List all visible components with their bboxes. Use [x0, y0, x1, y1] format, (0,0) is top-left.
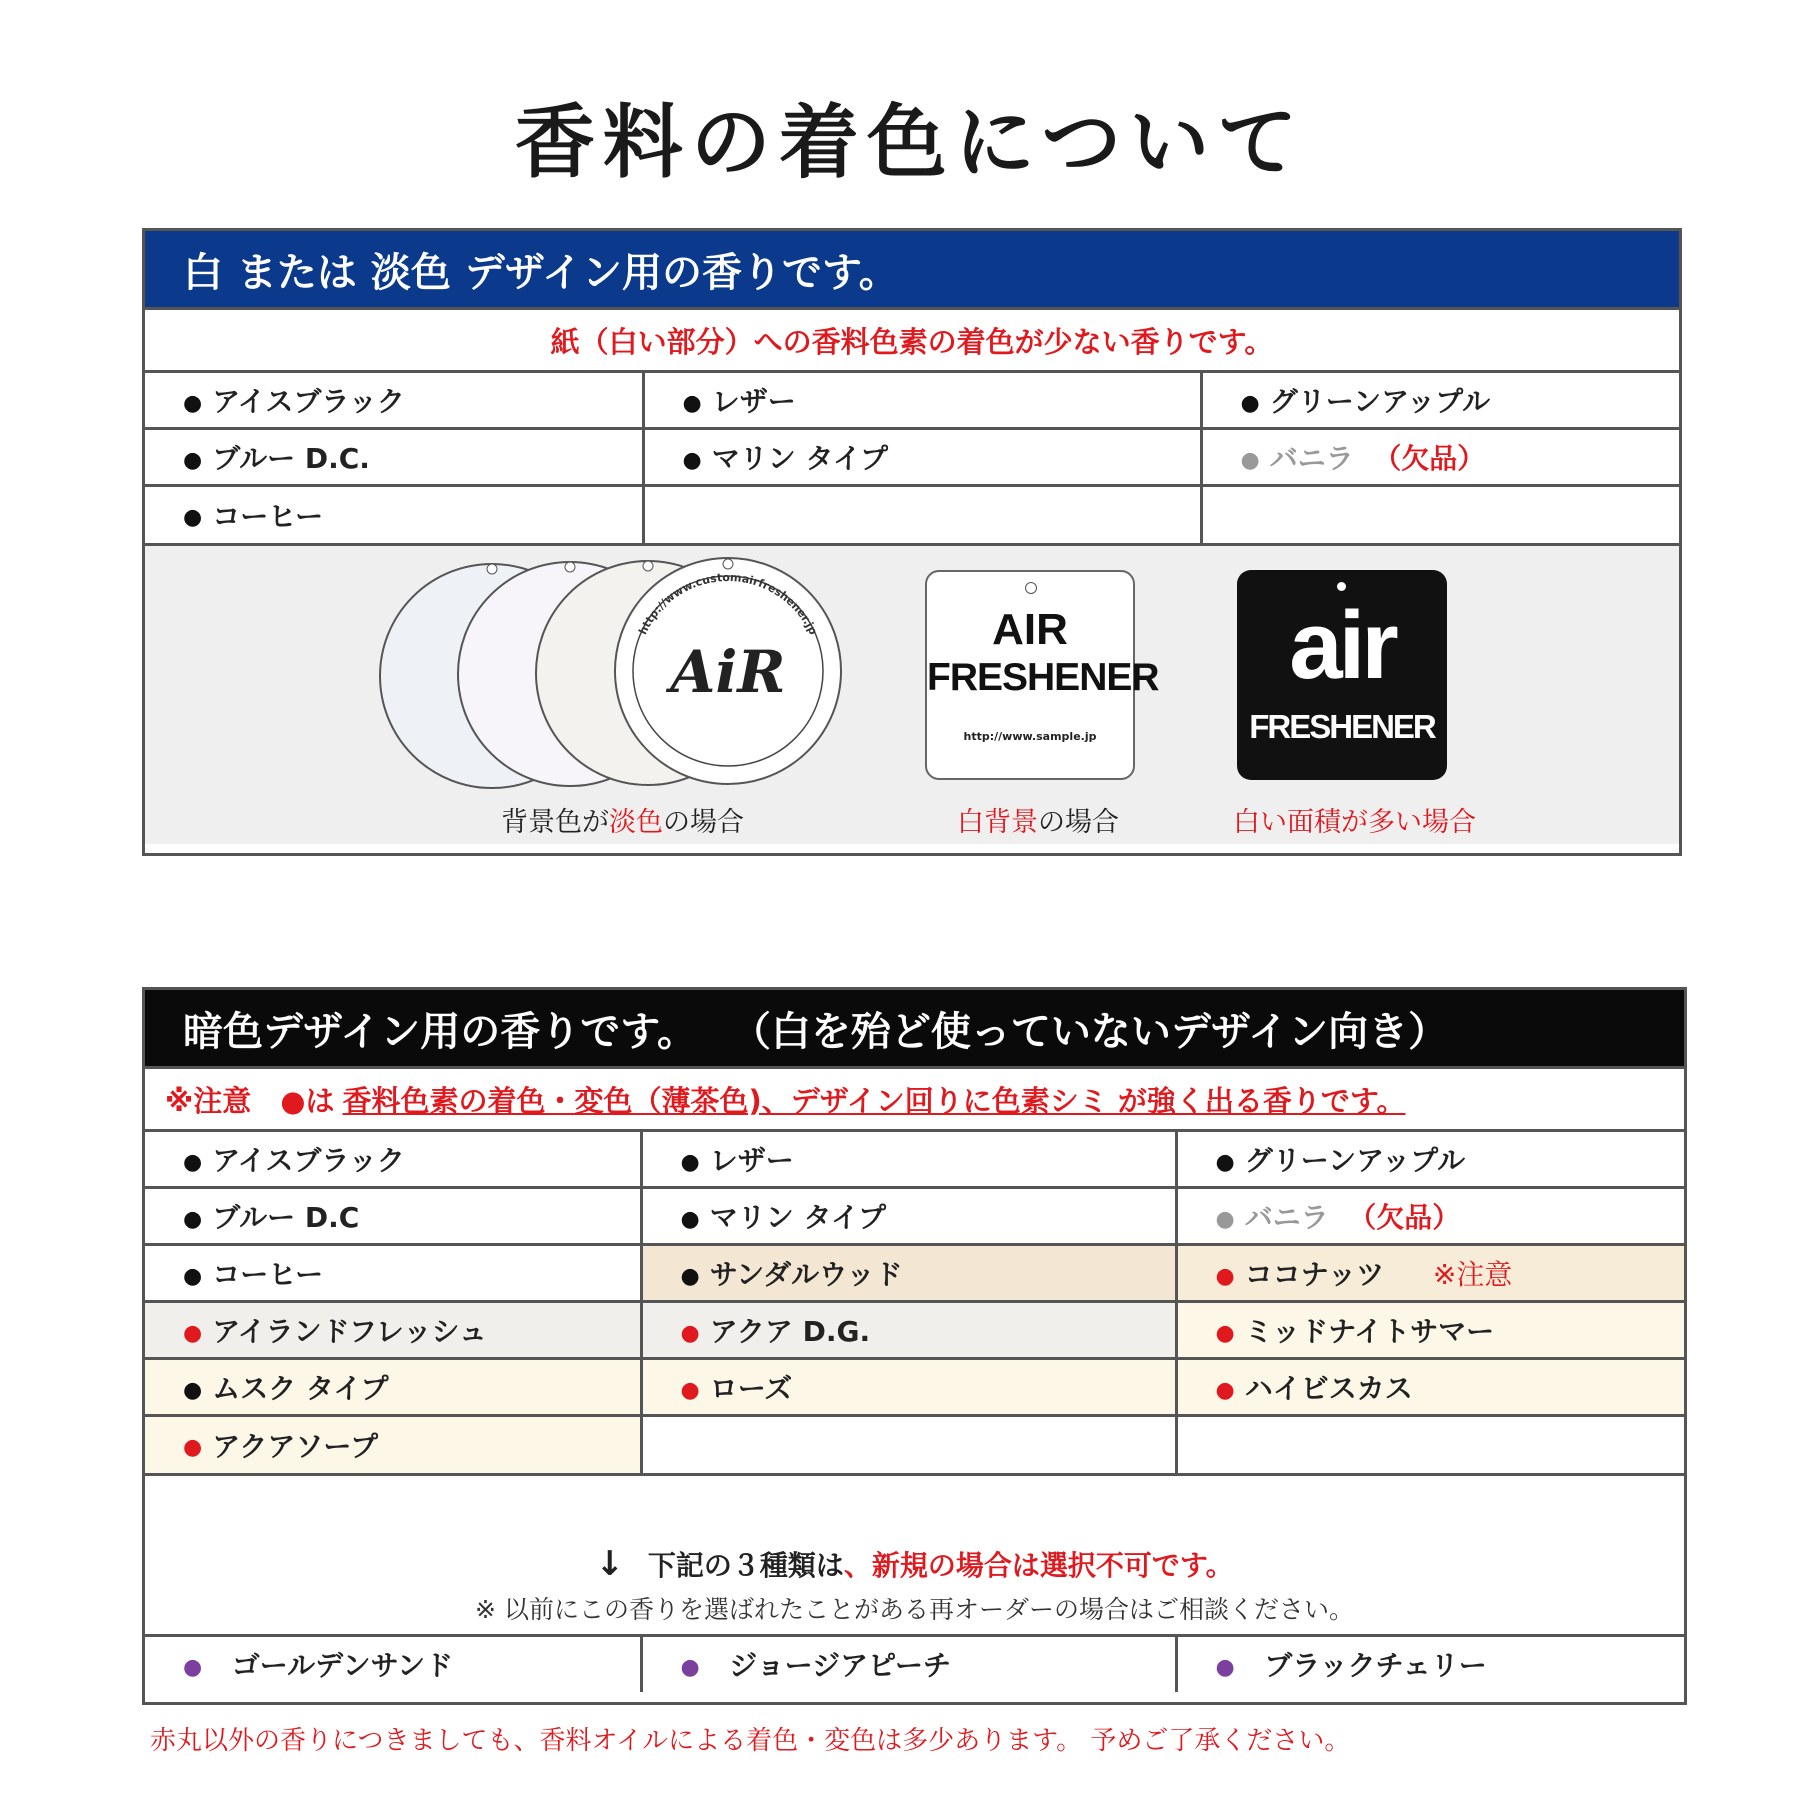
fragrance-item: ● コーヒー	[145, 486, 643, 543]
page-title: 香料の着色について	[514, 96, 1306, 189]
table-row	[145, 429, 1679, 486]
fragrance-item: ● ムスク タイプ	[145, 1359, 641, 1416]
restricted-item: ● ブラックチェリー	[1176, 1635, 1684, 1692]
black-square-freshener-image: air FRESHENER	[1237, 570, 1447, 780]
section-header: 白 または 淡色 デザイン用の香りです。	[145, 231, 1679, 307]
black-dot-icon: ●	[682, 447, 702, 473]
black-dot-icon: ●	[680, 1206, 700, 1232]
section-note: 紙（白い部分）への香料色素の着色が少ない香りです。	[145, 307, 1679, 370]
out-of-stock-label: （欠品）	[1348, 1201, 1461, 1234]
purple-dot-icon: ●	[1215, 1654, 1235, 1680]
restricted-fragrance-table	[145, 1634, 1684, 1693]
fragrance-item: ● アクア D.G.	[641, 1302, 1176, 1359]
red-dot-icon: ●	[1215, 1263, 1235, 1289]
red-dot-icon: ●	[183, 1435, 203, 1461]
out-of-stock-label: （欠品）	[1373, 442, 1486, 475]
black-dot-icon: ●	[1240, 390, 1260, 416]
white-square-freshener-image: AIR FRESHENER http://www.sample.jp	[925, 570, 1135, 780]
caution-note: ※注意 ●は 香料色素の着色・変色（薄茶色)、デザイン回りに色素シミ が強く出る香りです。	[145, 1066, 1684, 1129]
black-dot-icon: ●	[680, 1263, 700, 1289]
footer-note: 赤丸以外の香りにつきましても、香料オイルによる着色・変色は多少あります。 予めご了承ください。	[150, 1726, 1351, 1756]
fragrance-item: ● グリーンアップル	[1201, 372, 1679, 429]
fragrance-item: ● アイスブラック	[145, 1131, 641, 1188]
fragrance-item: ● レザー	[643, 372, 1201, 429]
red-dot-icon: ●	[183, 1320, 203, 1346]
fragrance-item: ● ミッドナイトサマー	[1176, 1302, 1684, 1359]
restricted-item: ● ゴールデンサンド	[145, 1635, 641, 1692]
fragrance-item: ● マリン タイプ	[643, 429, 1201, 486]
table-row	[145, 1416, 1684, 1473]
fragrance-item: ● アクアソープ	[145, 1416, 641, 1473]
table-row	[145, 372, 1679, 429]
fragrance-item-vanilla: ● バニラ （欠品）	[1201, 429, 1679, 486]
fragrance-item: ● ココナッツ ※注意	[1176, 1245, 1684, 1302]
fragrance-table	[145, 1129, 1684, 1473]
restricted-item: ● ジョージアピーチ	[641, 1635, 1176, 1692]
caution-label: ※注意	[1432, 1258, 1513, 1291]
black-dot-icon: ●	[1215, 1149, 1235, 1175]
restriction-notice: ↓ 下記の３種類は、新規の場合は選択不可です。 ※ 以前にこの香りを選ばれたことがある再オーダーの場合はご相談ください。	[145, 1473, 1684, 1634]
black-dot-icon: ●	[183, 1263, 203, 1289]
fragrance-item: ● サンダルウッド	[641, 1245, 1176, 1302]
caption-light-background: 背景色が淡色の場合	[501, 806, 744, 838]
example-images-panel	[145, 543, 1679, 844]
table-row	[145, 1302, 1684, 1359]
fragrance-table	[145, 370, 1679, 543]
red-dot-icon: ●	[680, 1320, 700, 1346]
black-dot-icon: ●	[183, 447, 203, 473]
table-row	[145, 1188, 1684, 1245]
fragrance-item: ● アイランドフレッシュ	[145, 1302, 641, 1359]
red-dot-icon: ●	[680, 1377, 700, 1403]
black-dot-icon: ●	[680, 1149, 700, 1175]
empty-cell	[641, 1416, 1176, 1473]
table-row	[145, 486, 1679, 543]
table-row	[145, 1245, 1684, 1302]
purple-dot-icon: ●	[680, 1654, 700, 1680]
fragrance-item: ● ブルー D.C.	[145, 429, 643, 486]
fragrance-item-vanilla: ● バニラ （欠品）	[1176, 1188, 1684, 1245]
svg-text:http://www.customairfreshener.: http://www.customairfreshener.jp	[636, 570, 820, 637]
section-header: 暗色デザイン用の香りです。 （白を殆ど使っていないデザイン向き）	[145, 990, 1684, 1066]
red-dot-icon: ●	[1215, 1320, 1235, 1346]
fragrance-item: ● レザー	[641, 1131, 1176, 1188]
light-design-section	[142, 228, 1682, 856]
gray-dot-icon: ●	[1240, 447, 1260, 473]
down-arrow-icon: ↓	[595, 1543, 624, 1584]
empty-cell	[1176, 1416, 1684, 1473]
fragrance-item: ● ハイビスカス	[1176, 1359, 1684, 1416]
black-dot-icon: ●	[682, 390, 702, 416]
black-dot-icon: ●	[183, 1149, 203, 1175]
hang-hole-icon	[1025, 582, 1037, 594]
fragrance-item: ● グリーンアップル	[1176, 1131, 1684, 1188]
table-row	[145, 1131, 1684, 1188]
black-dot-icon: ●	[183, 505, 203, 531]
caption-large-white-area: 白い面積が多い場合	[1233, 806, 1476, 838]
black-dot-icon: ●	[183, 1206, 203, 1232]
gray-dot-icon: ●	[1215, 1206, 1235, 1232]
fragrance-item: ● コーヒー	[145, 1245, 641, 1302]
table-row	[145, 1635, 1684, 1692]
empty-cell	[1201, 486, 1679, 543]
fragrance-item: ● マリン タイプ	[641, 1188, 1176, 1245]
red-dot-icon: ●	[1215, 1377, 1235, 1403]
empty-cell	[643, 486, 1201, 543]
fragrance-item: ● ローズ	[641, 1359, 1176, 1416]
fragrance-item: ● アイスブラック	[145, 372, 643, 429]
black-dot-icon: ●	[183, 390, 203, 416]
black-dot-icon: ●	[183, 1377, 203, 1403]
table-row	[145, 1359, 1684, 1416]
dark-design-section	[142, 987, 1687, 1705]
purple-dot-icon: ●	[183, 1654, 203, 1680]
svg-text:AiR: AiR	[670, 637, 786, 706]
round-freshener-stack-image	[377, 556, 847, 796]
fragrance-item: ● ブルー D.C	[145, 1188, 641, 1245]
caption-white-background: 白背景の場合	[957, 806, 1119, 838]
hang-hole-icon	[1337, 582, 1346, 591]
